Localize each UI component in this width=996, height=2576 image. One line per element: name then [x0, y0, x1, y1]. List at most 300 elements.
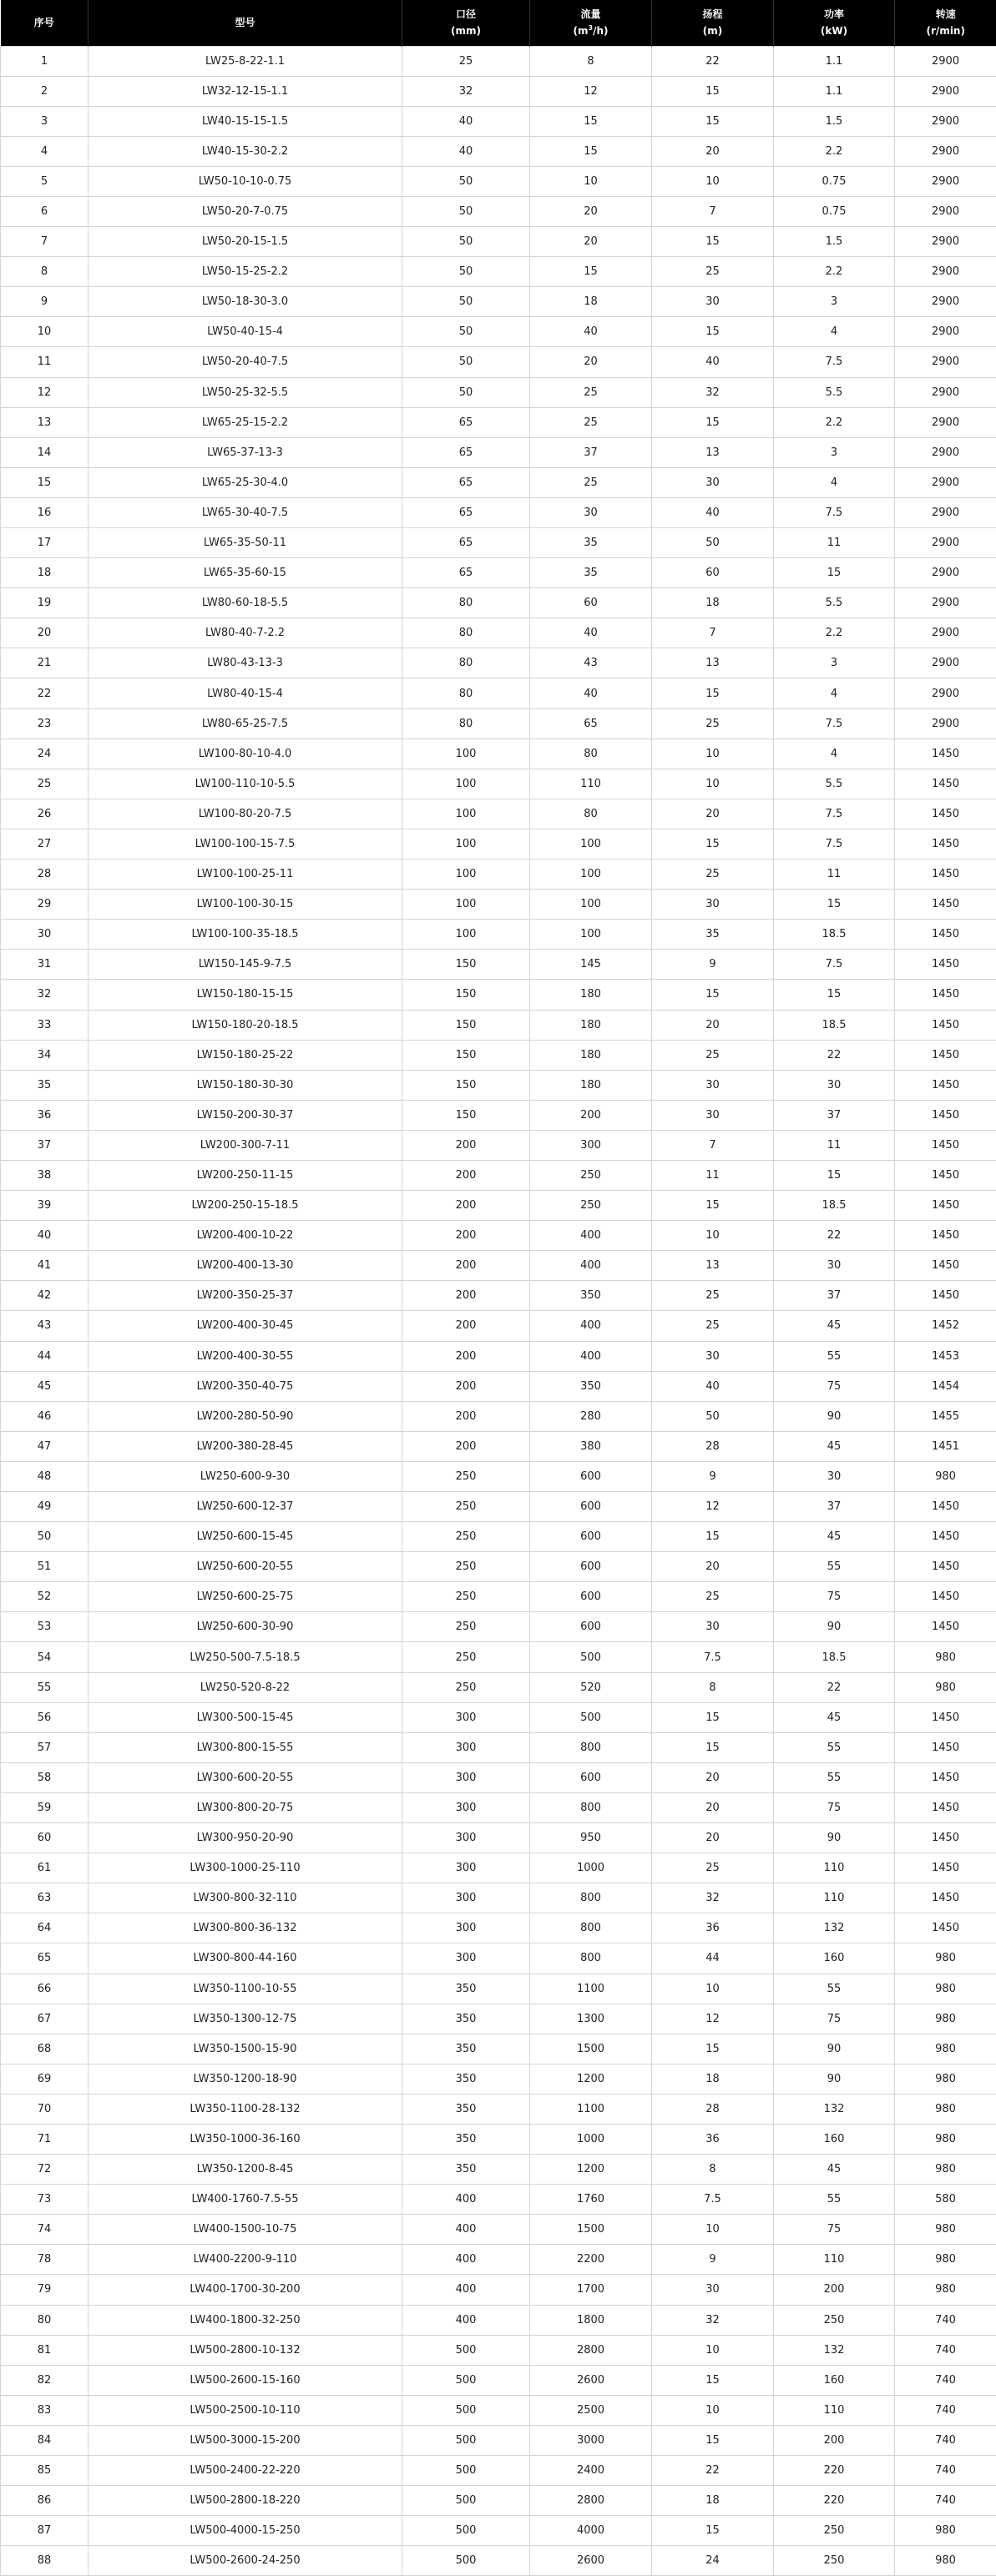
cell-flow: 200	[530, 1100, 652, 1130]
cell-speed: 2900	[895, 467, 996, 497]
cell-speed: 1450	[895, 1582, 996, 1612]
cell-speed: 1450	[895, 1702, 996, 1732]
table-row	[1, 1522, 996, 1552]
table-row	[1, 1010, 996, 1040]
cell-model: LW300-800-32-110	[88, 1883, 402, 1913]
cell-model: LW500-2600-15-160	[88, 2365, 402, 2395]
table-row	[1, 1130, 996, 1160]
table-row	[1, 1913, 996, 1943]
cell-index: 10	[1, 317, 88, 347]
cell-head: 10	[652, 1221, 774, 1251]
cell-model: LW80-40-7-2.2	[88, 618, 402, 648]
cell-model: LW200-400-10-22	[88, 1221, 402, 1251]
cell-index: 59	[1, 1792, 88, 1822]
cell-power: 110	[774, 2395, 895, 2425]
cell-index: 21	[1, 648, 88, 678]
cell-caliber: 500	[402, 2395, 530, 2425]
cell-caliber: 65	[402, 528, 530, 558]
table-row	[1, 2546, 996, 2576]
cell-model: LW50-25-32-5.5	[88, 377, 402, 407]
cell-index: 20	[1, 618, 88, 648]
cell-head: 7.5	[652, 1642, 774, 1672]
cell-power: 1.1	[774, 46, 895, 76]
cell-model: LW80-43-13-3	[88, 648, 402, 678]
cell-speed: 740	[895, 2456, 996, 2486]
table-body	[1, 46, 996, 2576]
cell-caliber: 300	[402, 1913, 530, 1943]
table-row	[1, 558, 996, 588]
cell-power: 132	[774, 1913, 895, 1943]
cell-head: 18	[652, 588, 774, 618]
cell-head: 12	[652, 2004, 774, 2034]
cell-model: LW80-40-15-4	[88, 678, 402, 708]
cell-head: 36	[652, 2124, 774, 2154]
cell-model: LW150-145-9-7.5	[88, 950, 402, 980]
cell-power: 15	[774, 890, 895, 920]
cell-model: LW150-180-20-18.5	[88, 1010, 402, 1040]
table-row	[1, 890, 996, 920]
cell-flow: 1100	[530, 2094, 652, 2124]
cell-model: LW500-2600-24-250	[88, 2546, 402, 2576]
cell-power: 200	[774, 2275, 895, 2305]
cell-speed: 1450	[895, 1251, 996, 1281]
cell-speed: 1450	[895, 1853, 996, 1883]
table-row	[1, 678, 996, 708]
cell-flow: 80	[530, 799, 652, 829]
cell-flow: 180	[530, 1040, 652, 1070]
table-row	[1, 1642, 996, 1672]
cell-index: 65	[1, 1943, 88, 1974]
cell-speed: 2900	[895, 196, 996, 226]
cell-model: LW400-1760-7.5-55	[88, 2185, 402, 2215]
cell-index: 2	[1, 76, 88, 106]
cell-caliber: 250	[402, 1492, 530, 1522]
cell-caliber: 300	[402, 1792, 530, 1822]
cell-speed: 980	[895, 2064, 996, 2094]
cell-caliber: 200	[402, 1341, 530, 1371]
cell-power: 75	[774, 1371, 895, 1401]
cell-speed: 1450	[895, 1552, 996, 1582]
cell-speed: 2900	[895, 257, 996, 287]
cell-head: 15	[652, 1732, 774, 1762]
cell-speed: 1450	[895, 1130, 996, 1160]
cell-model: LW300-600-20-55	[88, 1762, 402, 1792]
cell-power: 45	[774, 1431, 895, 1461]
cell-index: 72	[1, 2155, 88, 2185]
cell-head: 18	[652, 2486, 774, 2516]
cell-speed: 2900	[895, 648, 996, 678]
cell-speed: 1450	[895, 980, 996, 1010]
table-row	[1, 1732, 996, 1762]
cell-model: LW32-12-15-1.1	[88, 76, 402, 106]
cell-head: 10	[652, 739, 774, 769]
cell-flow: 110	[530, 769, 652, 799]
cell-index: 38	[1, 1160, 88, 1190]
cell-speed: 1450	[895, 1823, 996, 1853]
cell-speed: 2900	[895, 618, 996, 648]
cell-head: 30	[652, 287, 774, 317]
cell-index: 46	[1, 1401, 88, 1431]
cell-power: 45	[774, 2155, 895, 2185]
cell-power: 132	[774, 2094, 895, 2124]
cell-head: 32	[652, 1883, 774, 1913]
cell-caliber: 50	[402, 347, 530, 377]
table-row	[1, 2425, 996, 2455]
cell-flow: 4000	[530, 2516, 652, 2546]
cell-flow: 2800	[530, 2486, 652, 2516]
cell-flow: 25	[530, 407, 652, 437]
cell-index: 48	[1, 1461, 88, 1491]
cell-model: LW80-60-18-5.5	[88, 588, 402, 618]
cell-model: LW200-350-25-37	[88, 1281, 402, 1311]
cell-speed: 1450	[895, 1792, 996, 1822]
cell-head: 10	[652, 166, 774, 196]
cell-flow: 800	[530, 1943, 652, 1974]
cell-model: LW200-380-28-45	[88, 1431, 402, 1461]
cell-power: 45	[774, 1702, 895, 1732]
table-row	[1, 980, 996, 1010]
cell-model: LW200-350-40-75	[88, 1371, 402, 1401]
cell-model: LW50-10-10-0.75	[88, 166, 402, 196]
cell-model: LW65-25-15-2.2	[88, 407, 402, 437]
table-row	[1, 1672, 996, 1702]
cell-speed: 1450	[895, 950, 996, 980]
cell-flow: 600	[530, 1612, 652, 1642]
cell-head: 60	[652, 558, 774, 588]
cell-flow: 2500	[530, 2395, 652, 2425]
table-row	[1, 708, 996, 739]
cell-power: 5.5	[774, 588, 895, 618]
cell-index: 85	[1, 2456, 88, 2486]
cell-caliber: 80	[402, 648, 530, 678]
cell-model: LW350-1100-28-132	[88, 2094, 402, 2124]
table-row	[1, 317, 996, 347]
cell-head: 7.5	[652, 2185, 774, 2215]
table-row	[1, 1251, 996, 1281]
header-index: 序号	[1, 0, 88, 46]
table-row	[1, 2124, 996, 2154]
table-row	[1, 1371, 996, 1401]
cell-caliber: 32	[402, 76, 530, 106]
cell-head: 10	[652, 2335, 774, 2365]
cell-head: 15	[652, 407, 774, 437]
cell-head: 20	[652, 799, 774, 829]
cell-model: LW50-20-7-0.75	[88, 196, 402, 226]
table-row	[1, 2486, 996, 2516]
cell-caliber: 80	[402, 708, 530, 739]
table-row	[1, 106, 996, 136]
cell-power: 55	[774, 1974, 895, 2004]
cell-index: 27	[1, 829, 88, 859]
cell-caliber: 500	[402, 2365, 530, 2395]
cell-power: 160	[774, 1943, 895, 1974]
cell-model: LW100-100-25-11	[88, 860, 402, 890]
cell-power: 2.2	[774, 136, 895, 166]
table-row	[1, 829, 996, 859]
table-row	[1, 1461, 996, 1491]
cell-flow: 500	[530, 1642, 652, 1672]
cell-head: 22	[652, 46, 774, 76]
cell-index: 42	[1, 1281, 88, 1311]
cell-flow: 250	[530, 1191, 652, 1221]
cell-flow: 1300	[530, 2004, 652, 2034]
cell-speed: 2900	[895, 588, 996, 618]
cell-model: LW400-1500-10-75	[88, 2215, 402, 2245]
cell-head: 30	[652, 467, 774, 497]
cell-index: 87	[1, 2516, 88, 2546]
cell-head: 30	[652, 1341, 774, 1371]
cell-model: LW150-180-25-22	[88, 1040, 402, 1070]
cell-speed: 1450	[895, 1100, 996, 1130]
cell-head: 8	[652, 2155, 774, 2185]
cell-model: LW250-600-30-90	[88, 1612, 402, 1642]
cell-power: 18.5	[774, 920, 895, 950]
cell-power: 18.5	[774, 1191, 895, 1221]
cell-flow: 800	[530, 1732, 652, 1762]
table-row	[1, 2516, 996, 2546]
cell-speed: 1450	[895, 1160, 996, 1190]
cell-model: LW300-800-36-132	[88, 1913, 402, 1943]
cell-head: 25	[652, 1582, 774, 1612]
cell-power: 2.2	[774, 257, 895, 287]
cell-power: 55	[774, 2185, 895, 2215]
cell-index: 50	[1, 1522, 88, 1552]
cell-flow: 1000	[530, 2124, 652, 2154]
table-row	[1, 377, 996, 407]
cell-caliber: 250	[402, 1672, 530, 1702]
cell-head: 18	[652, 2064, 774, 2094]
cell-head: 30	[652, 1100, 774, 1130]
cell-power: 200	[774, 2425, 895, 2455]
cell-model: LW350-1300-12-75	[88, 2004, 402, 2034]
cell-caliber: 100	[402, 799, 530, 829]
cell-flow: 2200	[530, 2245, 652, 2275]
table-row	[1, 2275, 996, 2305]
cell-index: 88	[1, 2546, 88, 2576]
cell-flow: 100	[530, 890, 652, 920]
cell-model: LW300-800-44-160	[88, 1943, 402, 1974]
table-row	[1, 528, 996, 558]
cell-caliber: 500	[402, 2425, 530, 2455]
cell-flow: 1200	[530, 2155, 652, 2185]
cell-speed: 980	[895, 2124, 996, 2154]
table-row	[1, 1401, 996, 1431]
cell-flow: 35	[530, 528, 652, 558]
cell-flow: 1000	[530, 1853, 652, 1883]
cell-speed: 980	[895, 2245, 996, 2275]
cell-caliber: 100	[402, 739, 530, 769]
cell-index: 66	[1, 1974, 88, 2004]
table-row	[1, 1160, 996, 1190]
cell-speed: 2900	[895, 528, 996, 558]
cell-flow: 40	[530, 678, 652, 708]
cell-caliber: 250	[402, 1522, 530, 1552]
cell-power: 55	[774, 1762, 895, 1792]
cell-index: 1	[1, 46, 88, 76]
cell-power: 0.75	[774, 196, 895, 226]
cell-flow: 2400	[530, 2456, 652, 2486]
cell-speed: 2900	[895, 76, 996, 106]
cell-caliber: 350	[402, 2064, 530, 2094]
cell-caliber: 350	[402, 1974, 530, 2004]
cell-head: 28	[652, 1431, 774, 1461]
table-row	[1, 799, 996, 829]
cell-speed: 1450	[895, 1070, 996, 1100]
table-row	[1, 2365, 996, 2395]
cell-model: LW150-180-30-30	[88, 1070, 402, 1100]
cell-flow: 100	[530, 920, 652, 950]
cell-speed: 1450	[895, 1732, 996, 1762]
cell-model: LW50-18-30-3.0	[88, 287, 402, 317]
table-row	[1, 2094, 996, 2124]
header-row	[1, 0, 996, 46]
cell-model: LW65-30-40-7.5	[88, 497, 402, 527]
cell-flow: 40	[530, 618, 652, 648]
cell-flow: 65	[530, 708, 652, 739]
cell-speed: 1450	[895, 920, 996, 950]
cell-flow: 180	[530, 1010, 652, 1040]
cell-model: LW300-800-20-75	[88, 1792, 402, 1822]
cell-caliber: 250	[402, 1612, 530, 1642]
cell-model: LW300-950-20-90	[88, 1823, 402, 1853]
cell-model: LW400-1800-32-250	[88, 2305, 402, 2335]
cell-speed: 740	[895, 2305, 996, 2335]
cell-power: 2.2	[774, 618, 895, 648]
cell-power: 3	[774, 437, 895, 467]
cell-caliber: 350	[402, 2124, 530, 2154]
cell-index: 44	[1, 1341, 88, 1371]
cell-index: 63	[1, 1883, 88, 1913]
header-model: 型号	[88, 0, 402, 46]
cell-flow: 10	[530, 166, 652, 196]
table-row	[1, 1040, 996, 1070]
cell-speed: 2900	[895, 678, 996, 708]
table-row	[1, 618, 996, 648]
cell-model: LW500-2800-10-132	[88, 2335, 402, 2365]
cell-caliber: 300	[402, 1943, 530, 1974]
cell-speed: 980	[895, 2155, 996, 2185]
cell-caliber: 80	[402, 618, 530, 648]
cell-model: LW250-600-12-37	[88, 1492, 402, 1522]
cell-head: 50	[652, 1401, 774, 1431]
cell-caliber: 65	[402, 497, 530, 527]
cell-speed: 980	[895, 2275, 996, 2305]
cell-caliber: 50	[402, 287, 530, 317]
cell-flow: 250	[530, 1160, 652, 1190]
cell-index: 43	[1, 1311, 88, 1341]
cell-model: LW350-1100-10-55	[88, 1974, 402, 2004]
cell-power: 5.5	[774, 377, 895, 407]
cell-power: 90	[774, 2064, 895, 2094]
cell-speed: 980	[895, 2094, 996, 2124]
cell-caliber: 250	[402, 1552, 530, 1582]
cell-index: 29	[1, 890, 88, 920]
table-row	[1, 860, 996, 890]
cell-power: 75	[774, 1792, 895, 1822]
cell-head: 20	[652, 1552, 774, 1582]
cell-speed: 580	[895, 2185, 996, 2215]
cell-model: LW250-600-9-30	[88, 1461, 402, 1491]
cell-model: LW200-400-30-45	[88, 1311, 402, 1341]
cell-model: LW50-40-15-4	[88, 317, 402, 347]
cell-flow: 100	[530, 829, 652, 859]
cell-model: LW400-1700-30-200	[88, 2275, 402, 2305]
cell-index: 7	[1, 227, 88, 257]
table-row	[1, 407, 996, 437]
cell-power: 4	[774, 467, 895, 497]
cell-model: LW150-200-30-37	[88, 1100, 402, 1130]
cell-power: 30	[774, 1461, 895, 1491]
cell-power: 18.5	[774, 1642, 895, 1672]
cell-flow: 600	[530, 1492, 652, 1522]
cell-model: LW65-35-60-15	[88, 558, 402, 588]
cell-caliber: 200	[402, 1401, 530, 1431]
cell-caliber: 400	[402, 2305, 530, 2335]
cell-index: 33	[1, 1010, 88, 1040]
cell-head: 44	[652, 1943, 774, 1974]
table-row	[1, 1582, 996, 1612]
cell-power: 18.5	[774, 1010, 895, 1040]
cell-caliber: 300	[402, 1853, 530, 1883]
cell-caliber: 50	[402, 227, 530, 257]
cell-caliber: 40	[402, 136, 530, 166]
cell-model: LW100-100-35-18.5	[88, 920, 402, 950]
cell-power: 75	[774, 2004, 895, 2034]
cell-speed: 1450	[895, 1221, 996, 1251]
table-row	[1, 2245, 996, 2275]
cell-speed: 1450	[895, 1762, 996, 1792]
cell-speed: 1454	[895, 1371, 996, 1401]
cell-head: 32	[652, 2305, 774, 2335]
cell-index: 74	[1, 2215, 88, 2245]
cell-speed: 980	[895, 1672, 996, 1702]
cell-index: 49	[1, 1492, 88, 1522]
cell-model: LW500-2500-10-110	[88, 2395, 402, 2425]
cell-speed: 1450	[895, 799, 996, 829]
cell-power: 160	[774, 2365, 895, 2395]
cell-head: 30	[652, 2275, 774, 2305]
cell-head: 20	[652, 1823, 774, 1853]
cell-flow: 380	[530, 1431, 652, 1461]
cell-index: 35	[1, 1070, 88, 1100]
table-row	[1, 2215, 996, 2245]
cell-flow: 600	[530, 1461, 652, 1491]
table-row	[1, 2185, 996, 2215]
cell-head: 15	[652, 678, 774, 708]
cell-index: 31	[1, 950, 88, 980]
cell-speed: 2900	[895, 287, 996, 317]
cell-model: LW80-65-25-7.5	[88, 708, 402, 739]
cell-caliber: 500	[402, 2516, 530, 2546]
cell-speed: 1450	[895, 739, 996, 769]
cell-flow: 400	[530, 1341, 652, 1371]
cell-power: 4	[774, 317, 895, 347]
cell-model: LW500-2800-18-220	[88, 2486, 402, 2516]
cell-caliber: 200	[402, 1130, 530, 1160]
cell-power: 11	[774, 860, 895, 890]
cell-speed: 1450	[895, 1010, 996, 1040]
cell-head: 40	[652, 1371, 774, 1401]
table-row	[1, 1100, 996, 1130]
cell-flow: 2600	[530, 2546, 652, 2576]
cell-caliber: 350	[402, 2155, 530, 2185]
cell-speed: 2900	[895, 347, 996, 377]
cell-power: 4	[774, 678, 895, 708]
cell-power: 160	[774, 2124, 895, 2154]
cell-model: LW25-8-22-1.1	[88, 46, 402, 76]
cell-index: 34	[1, 1040, 88, 1070]
cell-power: 55	[774, 1732, 895, 1762]
